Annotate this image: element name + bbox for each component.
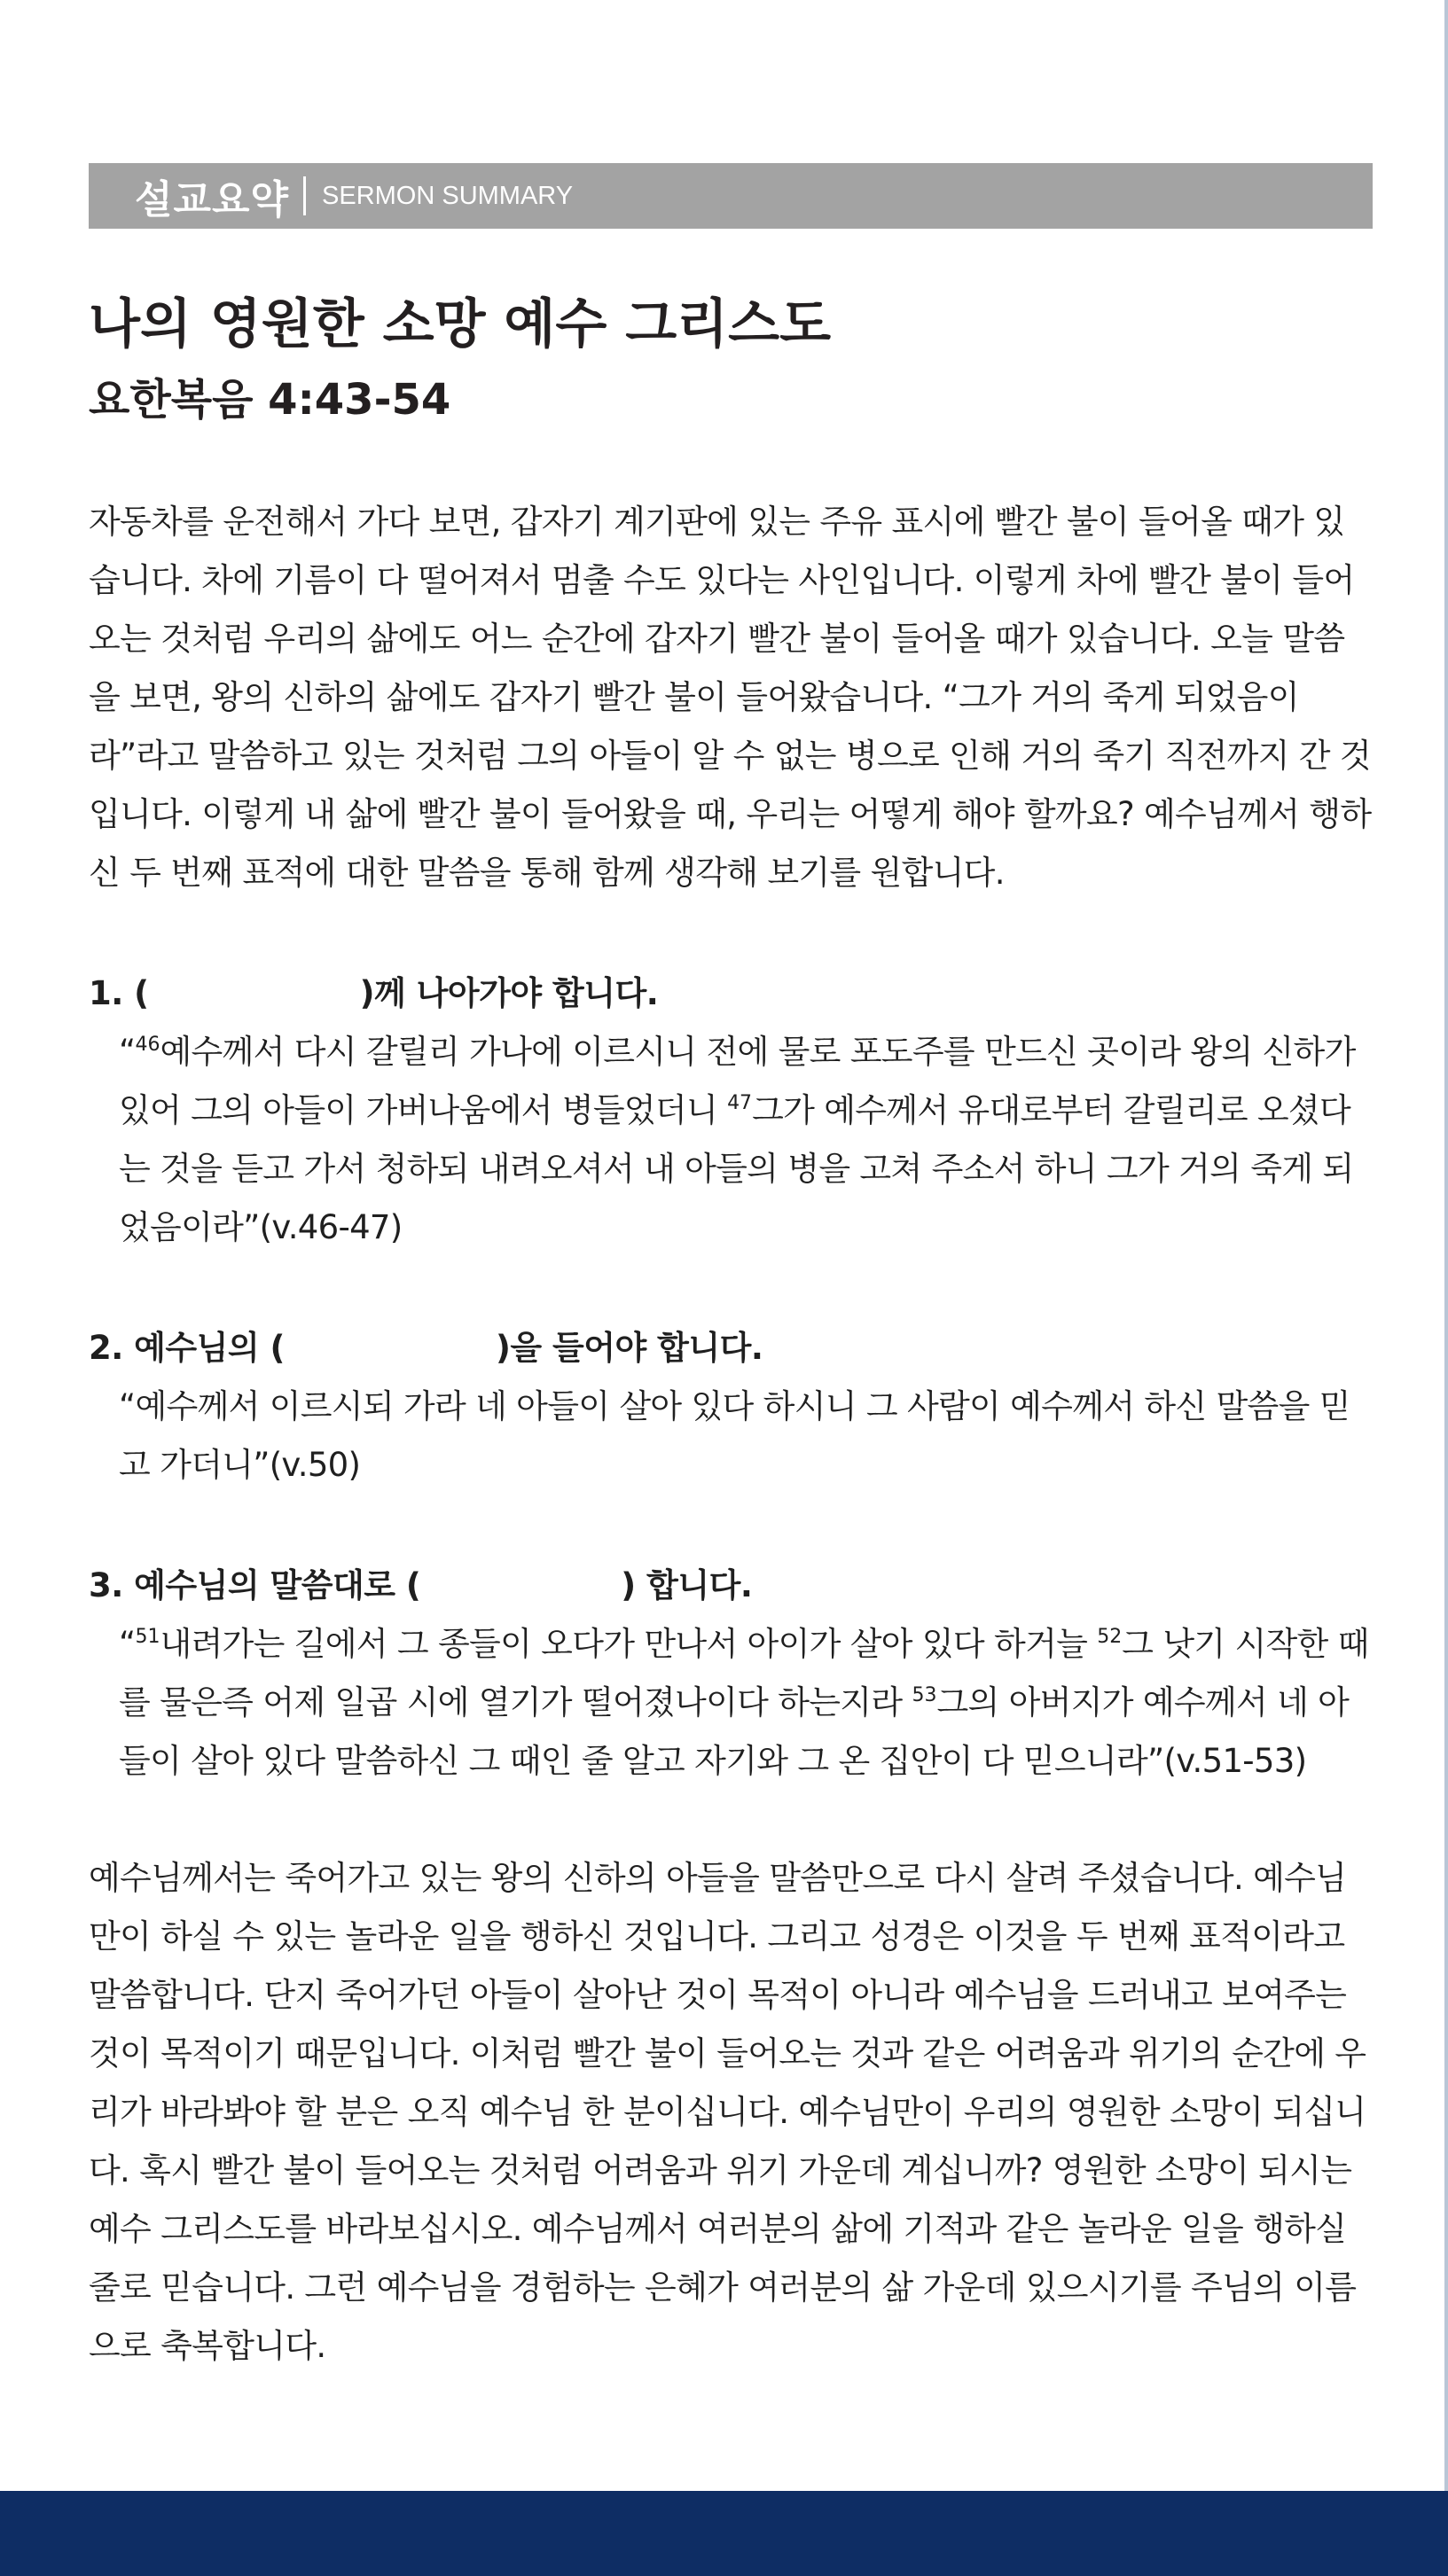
point-2-heading (89, 1319, 1373, 1378)
point-1-heading-start: 1. ( (89, 974, 149, 1012)
point-2-heading-end: )을 들어야 합니다. (495, 1329, 763, 1367)
verse-number: 53 (912, 1684, 937, 1706)
footer-band (0, 2491, 1448, 2576)
verse-text: 그가 예수께서 유대로부터 갈릴리로 오셨다는 것을 듣고 가서 청하되 내려오셔서 내 아들의 병을 고쳐 주소서 하니 그가 거의 죽게 되었음이라”(v.46-47) (119, 1091, 1354, 1246)
closing-paragraph: 예수님께서는 죽어가고 있는 왕의 신하의 아들을 말씀만으로 다시 살려 주셨습니다. 예수님만이 하실 수 있는 놀라운 일을 행하신 것입니다. 그리고 성경은 이것을 두 번째 표적이라고 말씀합니다. 단지 죽어가던 아들이 살아난 것이 목적이 아니라 예수님을 드러내고 보여주는 것이 목적이기 때문입니다. 이처럼 빨간 불이 들어오는 것과 같은 어려움과 위기의 순간에 우리가 바라봐야 할 분은 오직 예수님 한 분이십니다. 예수님만이 우리의 영원한 소망이 되십니다. 혹시 빨간 불이 들어오는 것처럼 어려움과 위기 가운데 계십니까? 영원한 소망이 되시는 예수 그리스도를 바라보십시오. 예수님께서 여러분의 삶에 기적과 같은 놀라운 일을 행하실 줄로 믿습니다. 그런 예수님을 경험하는 은혜가 여러분의 삶 가운데 있으시기를 주님의 이름으로 축복합니다. (89, 1859, 1366, 2365)
point-1-heading (89, 964, 1373, 1023)
point-3-heading-start: 3. 예수님의 말씀대로 ( (89, 1566, 421, 1604)
point-1-scripture-quote (119, 1023, 1373, 1257)
verse-text: 내려가는 길에서 그 종들이 오다가 만나서 아이가 살아 있다 하거늘 (160, 1625, 1098, 1663)
verse-number: 47 (727, 1092, 753, 1114)
verse-text: 그의 아버지가 예수께서 네 아들이 살아 있다 말씀하신 그 때인 줄 알고 자기와 그 온 집안이 다 믿으니라”(v.51-53) (119, 1683, 1350, 1780)
verse-number: 52 (1097, 1626, 1123, 1648)
quote-open-mark: “ (119, 1033, 136, 1071)
scripture-reference: 요한복음 4:43-54 (89, 375, 451, 425)
point-2 (89, 1319, 1373, 1495)
point-1 (89, 964, 1373, 1257)
point-3 (89, 1557, 1373, 1791)
point-2-scripture-quote: “예수께서 이르시되 가라 네 아들이 살아 있다 하시니 그 사람이 예수께서 하신 말씀을 믿고 가더니”(v.50) (119, 1387, 1350, 1484)
point-3-heading (89, 1557, 1373, 1615)
banner-title-en: SERMON SUMMARY (322, 181, 574, 210)
point-3-heading-end: ) 합니다. (621, 1566, 753, 1604)
section-banner (89, 163, 1373, 229)
point-2-heading-start: 2. 예수님의 ( (89, 1329, 285, 1367)
page-edge-rule (1444, 0, 1448, 2491)
sermon-title: 나의 영원한 소망 예수 그리스도 (89, 293, 832, 355)
verse-number: 46 (135, 1034, 160, 1056)
verse-text: 예수께서 다시 갈릴리 가나에 이르시니 전에 물로 포도주를 만드신 곳이라 왕의 신하가 있어 그의 아들이 가버나움에서 병들었더니 (119, 1033, 1356, 1129)
banner-title-ko: 설교요약 (135, 177, 290, 222)
point-3-scripture-quote (119, 1615, 1373, 1791)
intro-paragraph: 자동차를 운전해서 가다 보면, 갑자기 계기판에 있는 주유 표시에 빨간 불이 들어올 때가 있습니다. 차에 기름이 다 떨어져서 멈출 수도 있다는 사인입니다. 이렇게 차에 빨간 불이 들어오는 것처럼 우리의 삶에도 어느 순간에 갑자기 빨간 불이 들어올 때가 있습니다. 오늘 말씀을 보면, 왕의 신하의 삶에도 갑자기 빨간 불이 들어왔습니다. “그가 거의 죽게 되었음이라”라고 말씀하고 있는 것처럼 그의 아들이 알 수 없는 병으로 인해 거의 죽기 직전까지 간 것입니다. 이렇게 내 삶에 빨간 불이 들어왔을 때, 우리는 어떻게 해야 할까요? 예수님께서 행하신 두 번째 표적에 대한 말씀을 통해 함께 생각해 보기를 원합니다. (89, 503, 1372, 892)
verse-number: 51 (135, 1626, 160, 1648)
point-1-heading-end: )께 나아가야 합니다. (359, 974, 659, 1012)
verse-text: 그 낫기 시작한 때를 물은즉 어제 일곱 시에 열기가 떨어졌나이다 하는지라 (119, 1625, 1369, 1721)
quote-open-mark: “ (119, 1625, 136, 1663)
banner-divider (303, 176, 306, 215)
